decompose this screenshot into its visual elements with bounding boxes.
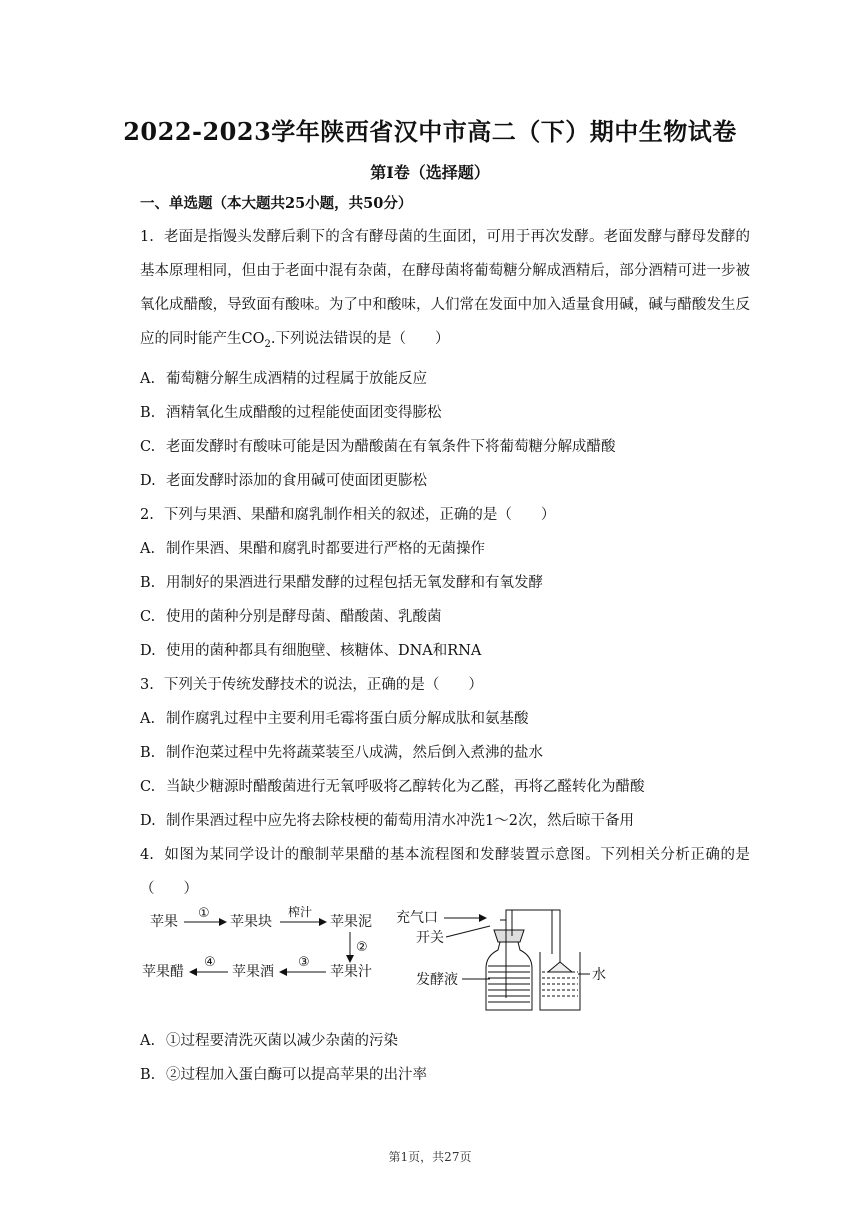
question-text: 如图为某同学设计的酿制苹果醋的基本流程图和发酵装置示意图。下列相关分析正确的是（ ） [140,846,750,897]
option-text: 制作泡菜过程中先将蔬菜装至八成满，然后倒入煮沸的盐水 [166,744,543,761]
option-letter: B. [140,1066,156,1083]
option-d [140,804,750,838]
flow-step-4: ④ [204,954,216,970]
option-b [140,566,750,600]
page-title: 2022-2023学年陕西省汉中市高二（下）期中生物试卷 [123,117,737,146]
option-d [140,464,750,498]
flow-and-device-diagram [140,906,750,1024]
flow-apple-pieces: 苹果块 [230,913,272,930]
option-c [140,600,750,634]
question-text: 下列关于传统发酵技术的说法，正确的是（ ） [163,676,483,693]
option-a [140,362,750,396]
label-switch: 开关 [416,929,444,946]
option-a [140,702,750,736]
option-letter: A. [140,370,156,387]
label-water: 水 [592,966,606,983]
option-letter: A. [140,1032,156,1049]
option-letter: C. [140,608,156,625]
label-liquid: 发酵液 [416,971,458,988]
question-3-stem [140,668,750,702]
option-text: 制作腐乳过程中主要利用毛霉将蛋白质分解成肽和氨基酸 [166,710,529,727]
option-text: 当缺少糖源时醋酸菌进行无氧呼吸将乙醇转化为乙醛，再将乙醛转化为醋酸 [166,778,645,795]
flow-step-2: ② [356,939,368,955]
flow-apple-puree: 苹果泥 [330,913,372,930]
option-d [140,634,750,668]
option-text: 制作果酒过程中应先将去除枝梗的葡萄用清水冲洗1～2次，然后晾干备用 [166,812,634,829]
questions-area [140,220,750,1092]
question-2-stem [140,498,750,532]
question-1-stem [140,220,750,362]
option-a [140,1024,750,1058]
option-text: 用制好的果酒进行果醋发酵的过程包括无氧发酵和有氧发酵 [166,574,543,591]
section-heading: 一、单选题（本大题共25小题，共50分） [140,195,413,212]
option-a [140,532,750,566]
question-text: 老面是指馒头发酵后剩下的含有酵母菌的生面团，可用于再次发酵。老面发酵与酵母发酵的基本原理相同，但由于老面中混有杂菌，在酵母菌将葡萄糖分解成酒精后，部分酒精可进一步被氧化成醋酸，导致面有酸味。为了中和酸味，人们常在发面中加入适量食用碱，碱与醋酸发生反应的同时能产生CO [140,229,750,347]
option-text: 使用的菌种都具有细胞壁、核糖体、DNA和RNA [166,642,482,659]
option-letter: A. [140,540,156,557]
water-beaker [540,952,590,1010]
option-text: 酒精氧化生成醋酸的过程能使面团变得膨松 [166,404,442,421]
option-b [140,1058,750,1092]
option-letter: C. [140,438,156,455]
option-letter: D. [140,642,156,659]
option-text: 制作果酒、果醋和腐乳时都要进行严格的无菌操作 [166,540,485,557]
flow-apple-wine: 苹果酒 [232,963,274,980]
option-letter: D. [140,472,156,489]
option-letter: C. [140,778,156,795]
question-4-stem [140,838,750,906]
option-text: ②过程加入蛋白酶可以提高苹果的出汁率 [166,1066,427,1083]
flow-apple-juice: 苹果汁 [330,963,372,980]
flow-step-1: ① [198,905,210,921]
flow-apple-vinegar: 苹果醋 [142,963,184,980]
figure-apple-vinegar [140,906,750,1024]
question-text: 下列与果酒、果醋和腐乳制作相关的叙述，正确的是（ ） [163,506,556,523]
option-c [140,770,750,804]
question-text-end: .下列说法错误的是（ ） [270,331,450,347]
option-b [140,396,750,430]
option-text: 使用的菌种分别是酵母菌、醋酸菌、乳酸菌 [166,608,442,625]
option-letter: D. [140,812,156,829]
page-footer: 第1页，共27页 [388,1150,472,1164]
option-b [140,736,750,770]
fermentation-bottle [486,910,560,1010]
pointer-switch [446,926,490,937]
flow-apple: 苹果 [150,913,178,930]
option-c [140,430,750,464]
option-text: 老面发酵时有酸味可能是因为醋酸菌在有氧条件下将葡萄糖分解成醋酸 [166,438,616,455]
subscript: 2 [264,338,271,350]
option-text: 葡萄糖分解生成酒精的过程属于放能反应 [166,370,427,387]
flow-step-3: ③ [298,954,310,970]
question-number: 2. [140,506,154,523]
option-letter: B. [140,574,156,591]
option-letter: B. [140,404,156,421]
option-letter: B. [140,744,156,761]
volume-title: 第I卷（选择题） [370,163,490,182]
flow-step-juice: 榨汁 [288,905,313,919]
option-text: ①过程要清洗灭菌以减少杂菌的污染 [166,1032,398,1049]
option-letter: A. [140,710,156,727]
question-number: 3. [140,676,154,693]
question-number: 4. [140,846,154,863]
question-number: 1. [140,229,154,245]
option-text: 老面发酵时添加的食用碱可使面团更膨松 [166,472,427,489]
label-air-inlet: 充气口 [396,909,438,926]
